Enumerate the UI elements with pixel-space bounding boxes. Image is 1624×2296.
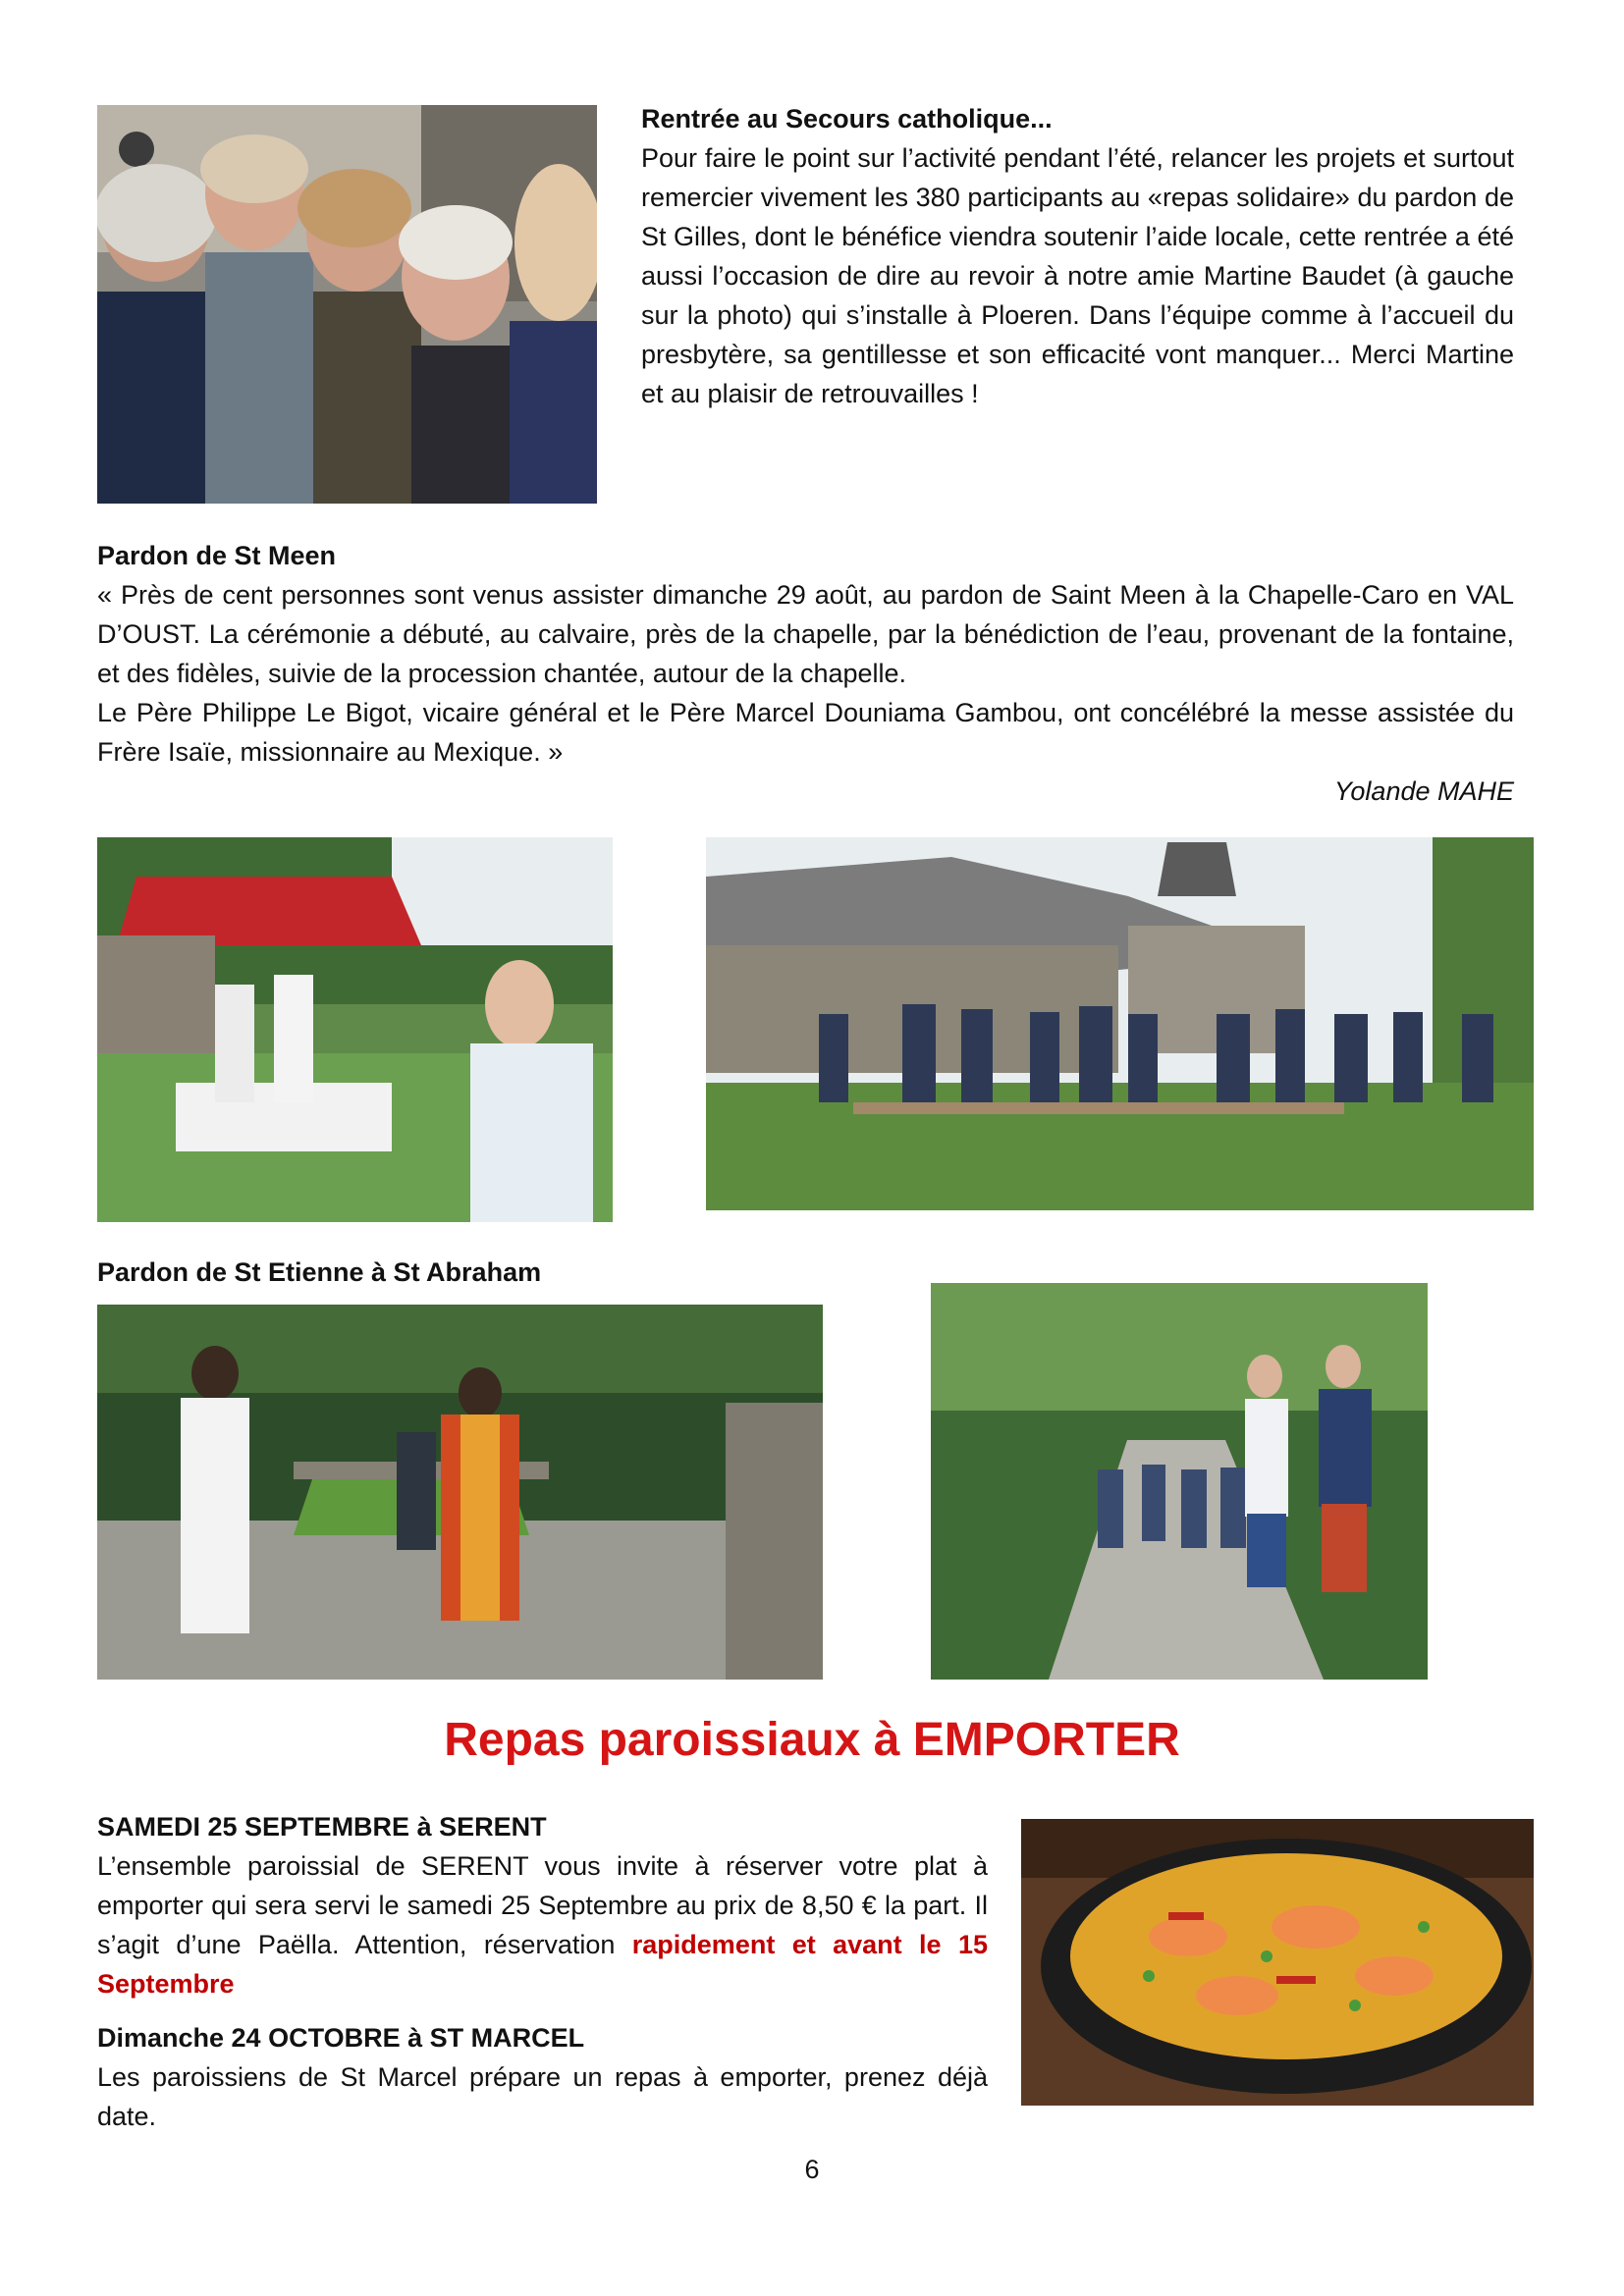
st-meen-paragraph-1: « Près de cent personnes sont venus assister dimanche 29 août, au pardon de Saint Meen à la Chapelle-Caro en VAL D’OUST. La cérémonie a débuté, au calvaire, près de la chapelle, par la bénédiction de l’eau, provenant de la fontaine, et des fidèles, suivie de la procession chantée, autour de la chapelle. bbox=[97, 580, 1514, 688]
photo-secours-group bbox=[97, 105, 597, 504]
photo-st-meen-chapel bbox=[706, 837, 1534, 1210]
serent-event-title: SAMEDI 25 SEPTEMBRE à SERENT bbox=[97, 1812, 547, 1842]
st-marcel-event-title: Dimanche 24 OCTOBRE à ST MARCEL bbox=[97, 2023, 585, 2053]
st-marcel-event-body: Les paroissiens de St Marcel prépare un repas à emporter, prenez déjà date. bbox=[97, 2062, 988, 2131]
secours-body: Pour faire le point sur l’activité pendant l’été, relancer les projets et surtout remercier vivement les 380 participants au «repas solidaire» du pardon de St Gilles, dont le bénéfice viendra soutenir l’aide locale, cette rentrée a été aussi l’occasion de dire au revoir à notre amie Martine Baudet (à gauche sur la photo) qui s’installe à Ploeren. Dans l’équipe comme à l’accueil du presbytère, sa gentillesse et son efficacité vont manquer... Merci Martine et au plaisir de retrouvailles ! bbox=[641, 143, 1514, 408]
serent-event-body bbox=[97, 1846, 988, 2003]
st-meen-article bbox=[97, 536, 1514, 811]
photo-st-etienne-fountain bbox=[97, 1305, 823, 1680]
repas-event-serent bbox=[97, 1807, 988, 2003]
photo-st-etienne-procession bbox=[931, 1283, 1428, 1680]
st-meen-title: Pardon de St Meen bbox=[97, 541, 337, 570]
photo-st-meen-mass bbox=[97, 837, 613, 1222]
repas-event-st-marcel bbox=[97, 2018, 988, 2136]
repas-heading: Repas paroissiaux à EMPORTER bbox=[444, 1714, 1180, 1766]
serent-event-text: L’ensemble paroissial de SERENT vous invite à réserver votre plat à emporter qui sera servi le samedi 25 Septembre au prix de 8,50 € la part. Il s’agit d’une Paëlla. Attention, réservation bbox=[97, 1851, 988, 1959]
st-meen-paragraph-2: Le Père Philippe Le Bigot, vicaire général et le Père Marcel Douniama Gambou, ont concélébré la messe assistée du Frère Isaïe, missionnaire au Mexique. » bbox=[97, 698, 1514, 767]
st-meen-author: Yolande MAHE bbox=[1333, 776, 1514, 806]
secours-title: Rentrée au Secours catholique... bbox=[641, 104, 1053, 133]
photo-paella bbox=[1021, 1819, 1534, 2106]
st-etienne-title: Pardon de St Etienne à St Abraham bbox=[97, 1257, 542, 1287]
secours-article bbox=[641, 99, 1514, 413]
page-number: 6 bbox=[804, 2155, 820, 2184]
serent-event-deadline: rapidement et avant le 15 Septembre bbox=[97, 1930, 988, 1999]
